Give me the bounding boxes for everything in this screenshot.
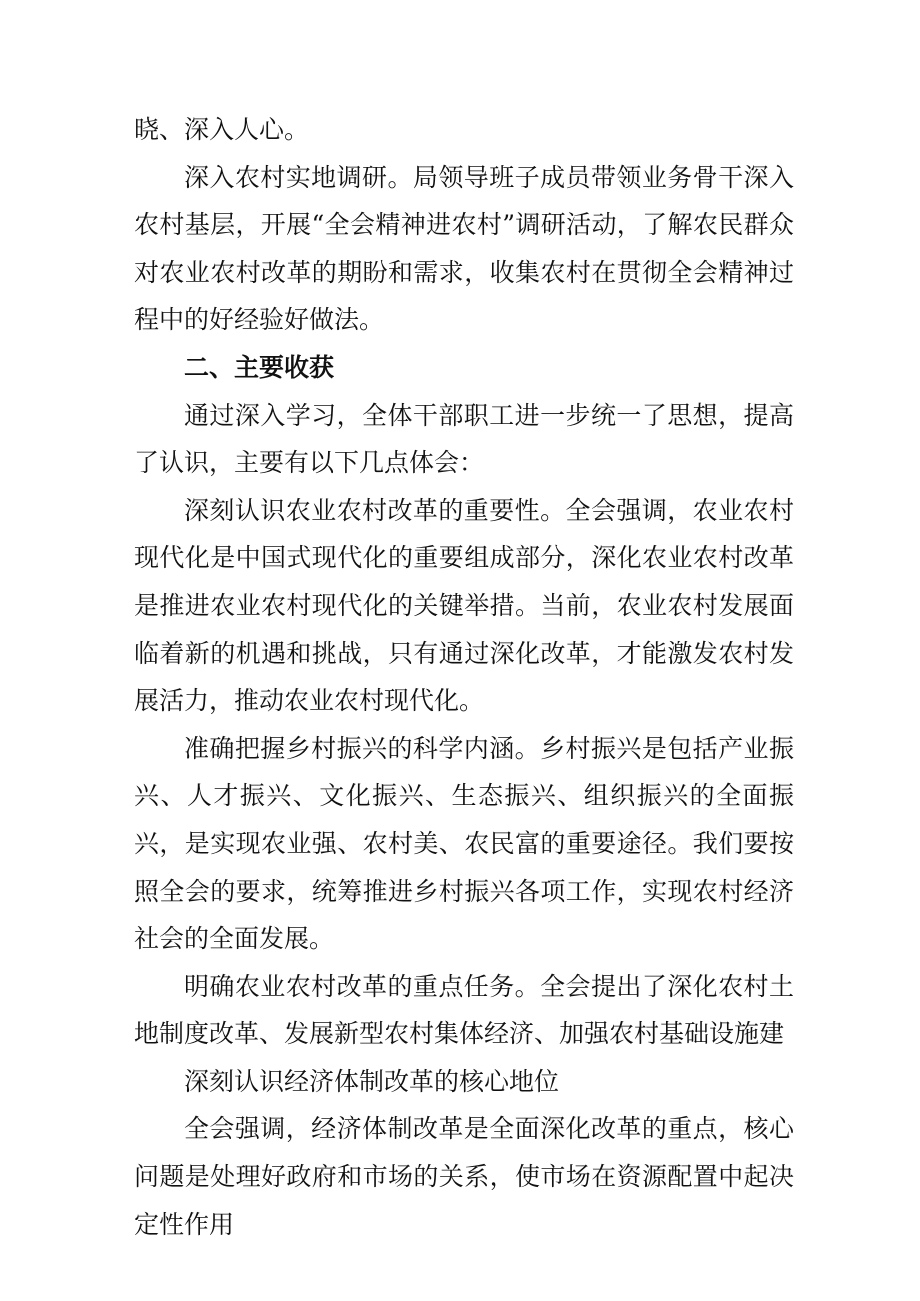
document-body: [134, 106, 794, 1248]
section-heading-main-gains: 二、主要收获: [184, 352, 335, 382]
paragraph-field-research: 深入农村实地调研。局领导班子成员带领业务骨干深入农村基层，开展“全会精神进农村”调研活动，了解农民群众对农业农村改革的期盼和需求，收集农村在贯彻全会精神过程中的好经验好做法。: [134, 162, 794, 335]
paragraph-key-tasks: 明确农业农村改革的重点任务。全会提出了深化农村土地制度改革、发展新型农村集体经济、加强农村基础设施建: [134, 971, 794, 1049]
paragraph-rural-revitalization: 准确把握乡村振兴的科学内涵。乡村振兴是包括产业振兴、人才振兴、文化振兴、生态振兴、组织振兴的全面振兴，是实现农业强、农村美、农民富的重要途径。我们要按照全会的要求，统筹推进乡村振兴各项工作，实现农村经济社会的全面发展。: [134, 733, 794, 954]
paragraph-continuation: 晓、深入人心。: [134, 115, 310, 144]
paragraph-government-market: 全会强调，经济体制改革是全面深化改革的重点，核心问题是处理好政府和市场的关系，使市场在资源配置中起决定性作用: [134, 1114, 794, 1239]
paragraph-reform-importance: 深刻认识农业农村改革的重要性。全会强调，农业农村现代化是中国式现代化的重要组成部分，深化农业农村改革是推进农业农村现代化的关键举措。当前，农业农村发展面临着新的机遇和挑战，只有通过深化改革，才能激发农村发展活力，推动农业农村现代化。: [134, 495, 794, 716]
paragraph-economic-core: 深刻认识经济体制改革的核心地位: [184, 1066, 560, 1096]
paragraph-learning-summary: 通过深入学习，全体干部职工进一步统一了思想，提高了认识，主要有以下几点体会：: [134, 400, 794, 478]
